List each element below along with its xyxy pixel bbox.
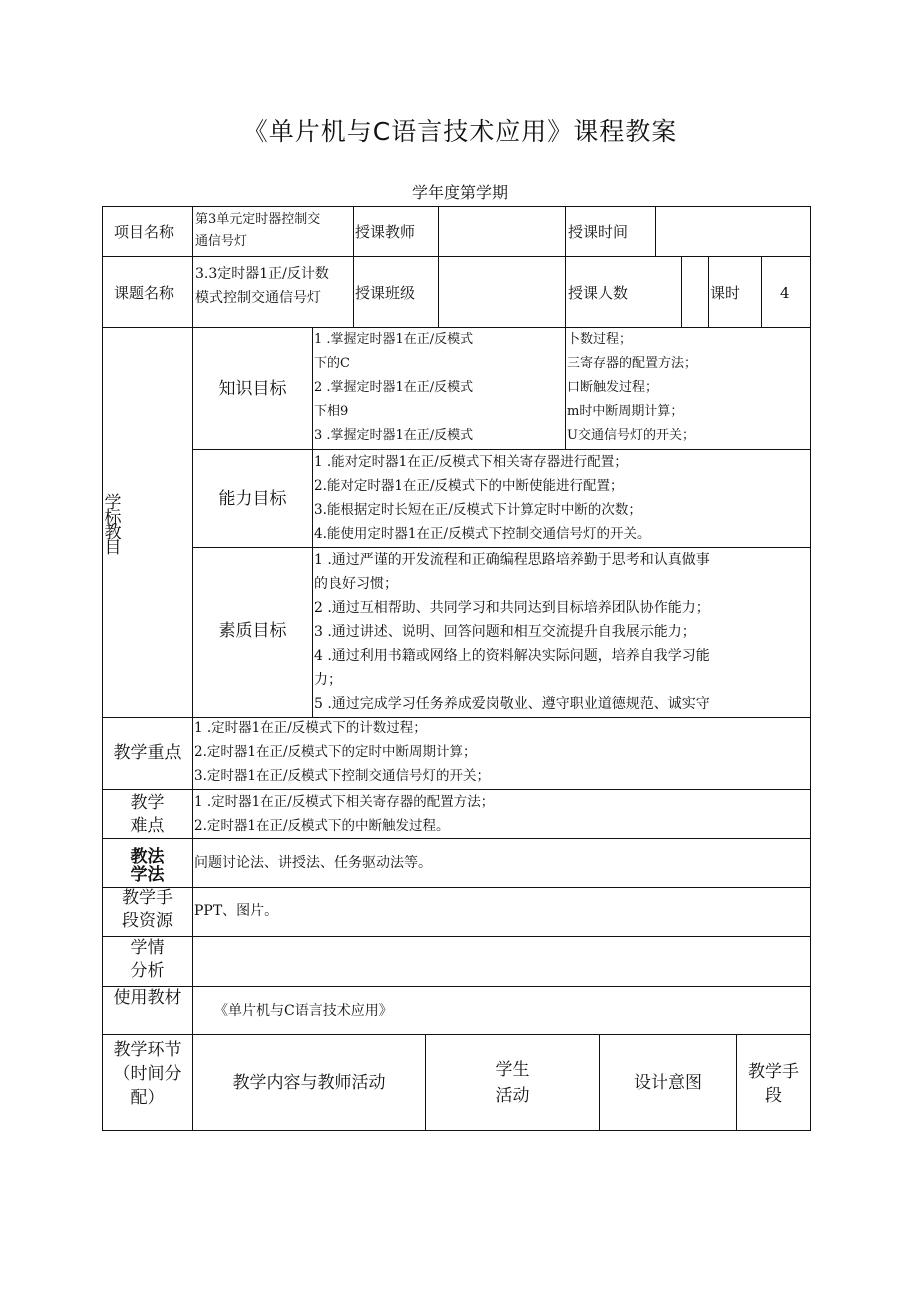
project-label: 项目名称 <box>114 223 175 241</box>
quality-line: 4 .通过利用书籍或网络上的资料解决实际问题，培养自我学习能 <box>314 648 710 664</box>
knowledge-left-content <box>314 328 564 448</box>
time-label: 授课时间 <box>568 223 629 241</box>
quality-line: 力； <box>314 672 342 688</box>
textbook-label: 使用教材 <box>113 988 182 1008</box>
resources-value: PPT、图片。 <box>194 903 279 919</box>
cell-analysis-content[interactable] <box>192 936 811 987</box>
cell-student-label <box>425 1034 600 1131</box>
difficulty-line: 1 .定时器1在正/反模式下相关寄存器的配置方法； <box>194 794 495 810</box>
knowledge-line: 卜数过程； <box>567 332 633 347</box>
quality-label: 素质目标 <box>218 621 287 641</box>
student-label-2: 活动 <box>495 1086 530 1106</box>
objectives-group-label: 学标教目 <box>104 493 122 558</box>
hours-value: 4 <box>780 284 790 302</box>
knowledge-line: 1 .掌握定时器1在正/反模式 <box>314 332 474 347</box>
ability-line: 4.能使用定时器1在正/反模式下控制交通信号灯的开关。 <box>314 526 651 542</box>
methods-label-2: 学法 <box>130 865 165 885</box>
cell-resources-content <box>192 887 811 937</box>
keypoint-line: 1 .定时器1在正/反模式下的计数过程； <box>194 720 427 736</box>
difficulties-label-1: 教学 <box>130 793 165 813</box>
knowledge-line: 3 .掌握定时器1在正/反模式 <box>314 428 474 443</box>
quality-line: 5 .通过完成学习任务养成爱岗敬业、遵守职业道德规范、诚实守 <box>314 696 710 712</box>
project-value-line-1: 第3单元定时器控制交 <box>195 212 321 227</box>
knowledge-label: 知识目标 <box>218 379 287 399</box>
methods-label-1: 教法 <box>130 847 165 867</box>
cell-students-value[interactable] <box>681 256 709 328</box>
hours-label: 课时 <box>710 284 741 302</box>
ability-content <box>314 450 809 546</box>
quality-line: 3 .通过讲述、说明、回答问题和相互交流提升自我展示能力； <box>314 624 696 640</box>
knowledge-line: 口断触发过程； <box>567 380 659 395</box>
quality-line: 2 .通过互相帮助、共同学习和共同达到目标培养团队协作能力； <box>314 600 710 616</box>
knowledge-line: 下相9 <box>314 404 349 419</box>
quality-content <box>314 548 809 716</box>
document-title: 《单片机与C语言技术应用》课程教案 <box>242 117 678 146</box>
difficulty-line: 2.定时器1在正/反模式下的中断触发过程。 <box>194 818 450 834</box>
design-label: 设计意图 <box>634 1073 702 1093</box>
cell-teacher-value[interactable] <box>438 206 566 257</box>
means-label-2: 段 <box>765 1086 782 1106</box>
ability-line: 1 .能对定时器1在正/反模式下相关寄存器进行配置； <box>314 454 628 470</box>
content-label: 教学内容与教师活动 <box>232 1073 386 1093</box>
topic-value-line-1: 3.3定时器1正/反计数 <box>195 266 329 282</box>
term-line: 学年度第学期 <box>411 183 508 202</box>
ability-line: 3.能根据定时长短在正/反模式下计算定时中断的次数； <box>314 502 642 518</box>
teacher-label: 授课教师 <box>355 223 416 241</box>
keypoints-content <box>194 718 809 788</box>
ability-label: 能力目标 <box>218 489 287 509</box>
knowledge-line: 下的C <box>314 356 350 371</box>
topic-value-line-2: 模式控制交通信号灯 <box>195 290 321 306</box>
means-label-1: 教学手 <box>748 1062 799 1082</box>
difficulties-label-2: 难点 <box>130 816 165 836</box>
keypoint-line: 3.定时器1在正/反模式下控制交通信号灯的开关； <box>194 768 491 784</box>
analysis-label-1: 学情 <box>130 938 165 958</box>
ability-line: 2.能对定时器1在正/反模式下的中断使能进行配置； <box>314 478 624 494</box>
methods-value: 问题讨论法、讲授法、任务驱动法等。 <box>194 855 432 871</box>
knowledge-line: U交通信号灯的开关； <box>567 428 695 443</box>
keypoint-line: 2.定时器1在正/反模式下的定时中断周期计算； <box>194 744 477 760</box>
cell-time-value[interactable] <box>655 206 811 257</box>
stage-label-1: 教学环节 <box>113 1040 182 1060</box>
stage-label-3: 配） <box>130 1088 165 1108</box>
class-label: 授课班级 <box>355 284 416 302</box>
resources-label-2: 段资源 <box>122 911 173 931</box>
difficulties-content <box>194 790 809 837</box>
project-value-line-2: 通信号灯 <box>195 234 248 249</box>
stage-label-2: （时间分 <box>113 1064 182 1084</box>
resources-label-1: 教学手 <box>122 888 173 908</box>
quality-line: 的良好习惯； <box>314 576 398 592</box>
keypoints-label: 教学重点 <box>113 743 182 763</box>
knowledge-line: 三寄存器的配置方法； <box>567 356 698 371</box>
textbook-value: 《单片机与C语言技术应用》 <box>214 1003 393 1019</box>
knowledge-right-content <box>567 328 809 448</box>
cell-class-value[interactable] <box>438 256 566 328</box>
student-label-1: 学生 <box>495 1060 530 1080</box>
knowledge-line: m时中断周期计算； <box>567 404 684 419</box>
quality-line: 1 .通过严谨的开发流程和正确编程思路培养勤于思考和认真做事 <box>314 552 710 568</box>
students-label: 授课人数 <box>568 284 629 302</box>
lesson-plan-table <box>102 206 810 1131</box>
knowledge-line: 2 .掌握定时器1在正/反模式 <box>314 380 474 395</box>
analysis-label-2: 分析 <box>130 961 165 981</box>
topic-label: 课题名称 <box>114 284 175 302</box>
